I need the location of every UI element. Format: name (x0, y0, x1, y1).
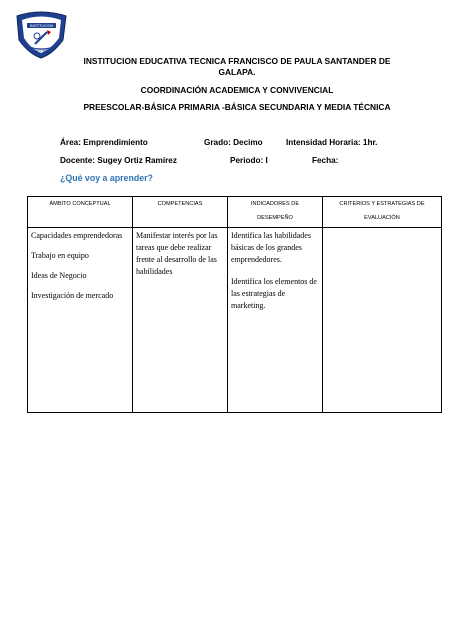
header-ambito: ÁMBITO CONCEPTUAL (28, 197, 133, 228)
indicador-item: Identifica los elementos de las estrategias de marketing. (231, 277, 317, 310)
svg-text:INSTITUCIÓN: INSTITUCIÓN (29, 24, 54, 28)
planning-table (27, 196, 442, 413)
ambito-cell (28, 228, 133, 413)
competencias-cell (133, 228, 228, 413)
svg-text:GALAPA: GALAPA (34, 48, 49, 53)
ambito-item: Capacidades emprendedoras (31, 231, 123, 240)
indicador-item: Identifica las habilidades básicas de los grandes emprendedores. (231, 231, 311, 264)
header-criterios-text: CRITERIOS Y ESTRATEGIAS DE EVALUACIÓN (339, 201, 425, 221)
ambito-item: Trabajo en equipo (31, 251, 89, 260)
section-question: ¿Qué voy a aprender? (60, 173, 153, 183)
competencias-text: Manifestar interés por las tareas que debe realizar frente al desarrollo de las habilidades (136, 231, 218, 276)
periodo-label: Periodo: I (230, 156, 268, 165)
criterios-cell (323, 228, 442, 413)
ambito-item: Ideas de Negocio (31, 271, 87, 280)
coordination-title: COORDINACIÓN ACADEMICA Y CONVIVENCIAL (140, 85, 334, 95)
area-label: Área: Emprendimiento (60, 138, 148, 147)
school-logo (13, 10, 70, 60)
grado-label: Grado: Decimo (204, 138, 263, 147)
header-indicadores (228, 197, 323, 228)
intensidad-label: Intensidad Horaria: 1hr. (286, 138, 378, 147)
header-indicadores-text: INDICADORES DE DESEMPEÑO (250, 201, 300, 221)
docente-label: Docente: Sugey Ortiz Ramírez (60, 156, 177, 165)
header-criterios (323, 197, 442, 228)
levels-title: PREESCOLAR-BÁSICA PRIMARIA -BÁSICA SECUNDARIA Y MEDIA TÉCNICA (83, 102, 391, 112)
indicadores-cell (228, 228, 323, 413)
ambito-item: Investigación de mercado (31, 291, 114, 300)
fecha-label: Fecha: (312, 156, 339, 165)
institution-title: INSTITUCION EDUCATIVA TECNICA FRANCISCO DE PAULA SANTANDER DE GALAPA. (83, 56, 391, 77)
table-header-row (28, 197, 442, 228)
table-row (28, 228, 442, 413)
header-competencias: COMPETENCIAS (133, 197, 228, 228)
